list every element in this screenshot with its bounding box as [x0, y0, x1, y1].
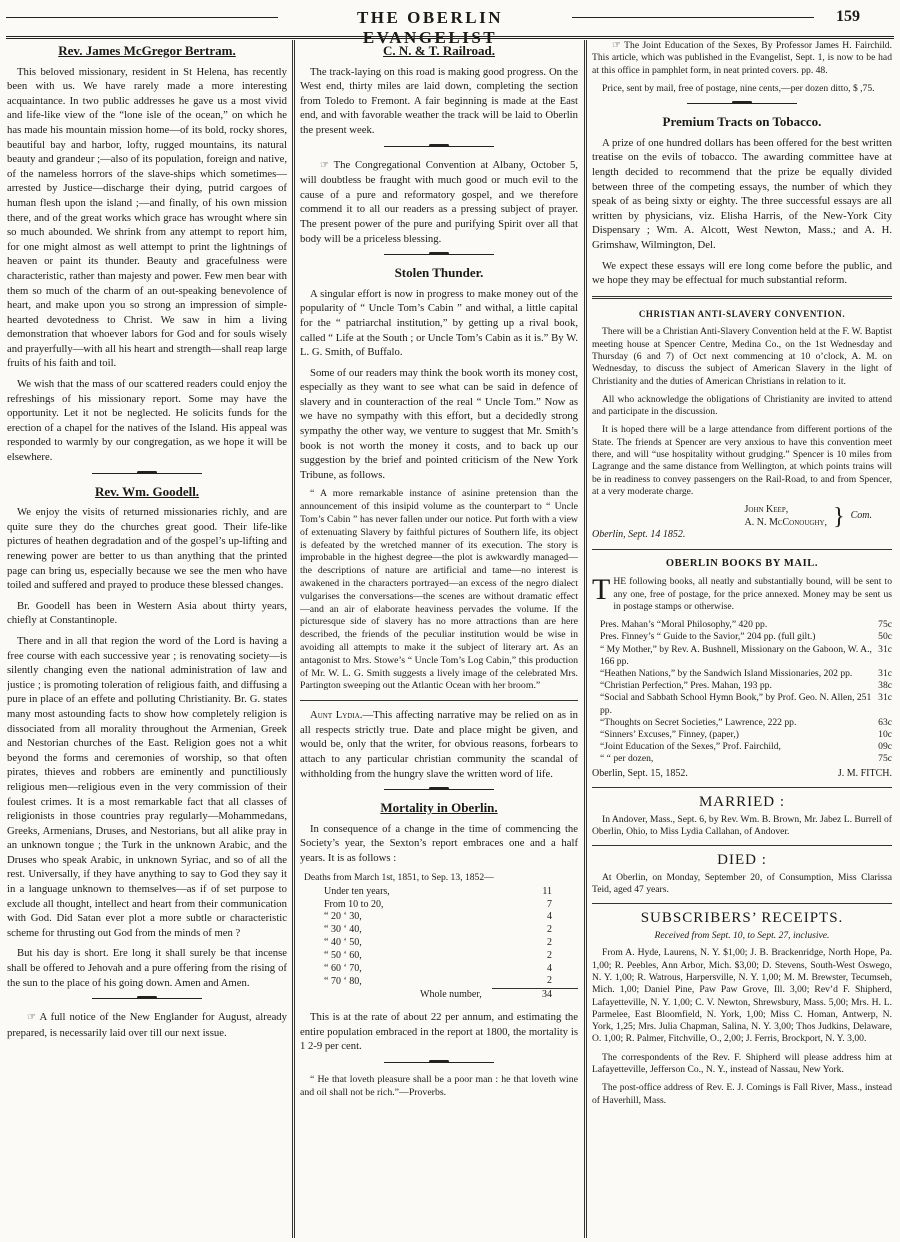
new-englander-notice: ☞ A full notice of the New Englander for August, already prepared, is necessarily laid over till our next issue.	[7, 1011, 287, 1039]
signer-mcconoughy: A. N. McConoughy,	[744, 516, 828, 528]
deaths-table-header: Deaths from March 1st, 1851, to Sep. 13, 1852—	[304, 871, 494, 883]
separator	[384, 789, 494, 793]
deaths-count: 11	[542, 885, 552, 897]
antislavery-paragraph-3: It is hoped there will be a large attendance from different portions of the State. The friends at Spencer are very anxious to have this convention meet there, and will “use hospitality without grudging.” Spencer is 10 miles from Lagrange and the same distance from Wellington, at which points trains will be in readiness to convey passengers on the Rail-Road, to and from Spencer, at a very moderate charge.	[592, 424, 892, 497]
deaths-age-range: From 10 to 20,	[324, 898, 384, 910]
deaths-age-range: “ 60 ‘ 70,	[324, 962, 362, 974]
deaths-row	[300, 963, 578, 976]
goodell-paragraph-1: We enjoy the visits of returned missionaries richly, and are quite sure they do the churches great good. Their life-like pictures of heathen degradation and of the gospel’s up-lifting and renewing power are better to us than anything that the printed page can bring us, especially because we see the men who have toiled and suffered and prayed to produce these blessed changes.	[7, 506, 287, 592]
died-notice: At Oberlin, on Monday, September 20, of Consumption, Miss Clarissa Teid, aged 47 years.	[592, 871, 892, 896]
column-divider	[292, 40, 295, 1238]
separator	[92, 473, 202, 477]
goodell-paragraph-2: Br. Goodell has been in Western Asia about thirty years, chiefly at Constantinople.	[7, 599, 287, 627]
separator	[92, 998, 202, 1002]
book-price: 75c	[878, 753, 892, 765]
deaths-age-range: “ 70 ‘ 80,	[324, 975, 362, 987]
deaths-row	[300, 924, 578, 937]
deaths-row	[300, 911, 578, 924]
pointing-hand-icon: ☞	[27, 1012, 36, 1024]
proverb-quote: “ He that loveth pleasure shall be a poor man : he that loveth wine and oil shall not be rich.”—Proverbs.	[300, 1073, 578, 1098]
deaths-total-value: 34	[492, 989, 578, 1002]
deaths-row	[300, 899, 578, 912]
book-price: 31c	[878, 692, 892, 704]
signer-keep: John Keep,	[744, 504, 789, 516]
died-heading: DIED :	[717, 852, 767, 869]
comings-notice: The post-office address of Rev. E. J. Comings is Fall River, Mass., instead of Haverhill, Mass.	[592, 1082, 892, 1106]
aunt-lydia-paragraph: Aunt Lydia.—This affecting narrative may be relied on as in all respects strictly true. Date and place might be given, and would be, only that the writer, for obvious reasons, forbears to attach to any particular christian community the scandal of withholding from the hungry slave the written word of life.	[300, 709, 578, 780]
book-list-item	[600, 741, 892, 753]
railroad-heading: C. N. & T. Railroad.	[383, 43, 495, 58]
column-left	[7, 40, 287, 1238]
book-price: 50c	[878, 631, 892, 643]
bertram-paragraph-2: We wish that the mass of our scattered readers could enjoy the refreshings of his missionary report. Some may have the opportunity. Let it not be neglected. He solicits funds for the erection of a chapel for the natives of the Island. His appeal was responded to warmly by our congregation, as we hope it will be elsewhere.	[7, 378, 287, 464]
committee-label: Com.	[850, 510, 872, 522]
antislavery-heading: CHRISTIAN ANTI-SLAVERY CONVENTION.	[638, 308, 846, 319]
deaths-total-label: Whole number,	[420, 988, 482, 1000]
book-price: 31c	[878, 643, 892, 655]
separator	[384, 1062, 494, 1066]
joint-education-price: Price, sent by mail, free of postage, nine cents,—per dozen ditto, $ ,75.	[602, 82, 875, 94]
book-title: “Thoughts on Secret Societies,” Lawrence, 222 pp.	[600, 716, 797, 728]
tribune-quote: “ A more remarkable instance of asinine pretension than the announcement of this insipid volume as the counterpart to “ Uncle Tom’s Cabin ” has never fallen under our notice. Put forth with a view of extenuating Slavery by faithful pictures of Southern life, its object is defeated by the wretched manner of its execution. The story is improbable in the highest degree—the plot is awkwardly managed—the descriptions of nature are artificial and tame—no interest is awakened in the characters portrayed—an excess of the negro dialect vulgarises the conversations—the scenes are without dramatic effect—and an air of elaborate heaviness pervades the volume. If the picturesque side of slavery has no more attractions than are here described, the friends of the peculiar institution would be wise in avoiding all attempts to make it the subject of literary art. As an antagonist to Mrs. Stowe’s “ Uncle Tom’s Log Cabin,” this production of Mr. W. L. G. Smith suggests a lively image of the celebrated Mrs. Partington sweeping out the Atlantic Ocean with her broom.”	[300, 488, 578, 692]
deaths-age-range: “ 50 ‘ 60,	[324, 949, 362, 961]
book-title: “Heathen Nations,” by the Sandwich Island Missionaries, 202 pp.	[600, 667, 853, 679]
book-title: “ “ per dozen,	[600, 753, 654, 765]
deaths-age-range: Under ten years,	[324, 885, 390, 897]
tracts-heading: Premium Tracts on Tobacco.	[662, 114, 822, 130]
separator	[687, 103, 797, 107]
book-list-item	[600, 729, 892, 741]
deaths-row	[300, 950, 578, 963]
deaths-row	[300, 937, 578, 950]
pointing-hand-icon: ☞	[320, 159, 329, 171]
deaths-age-range: “ 40 ‘ 50,	[324, 937, 362, 949]
book-list-item	[600, 753, 892, 765]
masthead-double-rule	[6, 36, 894, 39]
antislavery-paragraph-2: All who acknowledge the obligations of Christianity are invited to attend and participate in the discussion.	[592, 393, 892, 418]
column-middle	[300, 40, 578, 1238]
masthead	[0, 0, 900, 47]
joint-education-notice: ☞ The Joint Education of the Sexes, By Professor James H. Fairchild. This article, which was published in the Evangelist, Sept. 1, is now to be had at this office in pamphlet form, in neat printed covers. pp. 48.	[592, 40, 892, 76]
books-signer: J. M. FITCH.	[837, 767, 892, 779]
mortality-paragraph-2: This is at the rate of about 22 per annum, and estimating the entire population embraced in the report at 1800, the mortality is 1 2-9 per cent.	[300, 1011, 578, 1053]
rule	[592, 903, 892, 904]
book-list-item	[600, 668, 892, 680]
separator	[384, 254, 494, 258]
mortality-paragraph-1: In consequence of a change in the time of commencing the Society’s year, the Sexton’s report embraces one and a half years. It is as follows :	[300, 822, 578, 864]
stolen-thunder-paragraph-1: A singular effort is now in progress to make money out of the popularity of “ Uncle Tom’s Cabin ” and withal, a little capital for the “ patriarchal institution,” by getting up a rival book, called “ Life at the South ; or Uncle Tom’s Cabin as it is.” By W. L. G. Smith, of Buffalo.	[300, 287, 578, 359]
rule	[300, 700, 578, 701]
goodell-paragraph-4: But his day is short. Ere long it shall surely be that incense shall be offered to Jehovah and a pure offering from the rising of the sun to the place of his going down. Amen and Amen.	[7, 947, 287, 989]
antislavery-paragraph-1: There will be a Christian Anti-Slavery Convention held at the F. W. Baptist meeting house at Spencer Centre, Medina Co., on the 1st Wednesday and Thursday (6 and 7) of Oct next commencing at 10 o’clock, A. M. on Wednesday, to discuss the subject of American Slavery in the light of Christianity and the duties of American Christians in relation to it.	[592, 326, 892, 387]
book-list-item	[600, 631, 892, 643]
rule	[592, 845, 892, 846]
tracts-paragraph-1: A prize of one hundred dollars has been offered for the best written treatise on the evils of tobacco. The awarding committee have at length decided to recommend that the prize be equally divided between three of the competing essays, the number of which they speak of as being sixty or eighty. The three successful essays are all written by physicians, viz. Elisha Harris, of the New-York City Dispensary ; Wm. A. Alcott, West Newton, Mass.; and A. H. Grimshaw, Wilmington, Del.	[592, 136, 892, 251]
book-price: 31c	[878, 667, 892, 679]
deaths-count: 2	[547, 924, 552, 936]
book-list-item	[600, 692, 892, 716]
book-list-item	[600, 680, 892, 692]
book-title: “Sinners’ Excuses,” Finney, (paper,)	[600, 728, 739, 740]
book-list-item	[600, 619, 892, 631]
books-signature	[592, 768, 892, 781]
bertram-heading: Rev. James McGregor Bertram.	[58, 43, 236, 58]
book-title: Pres. Mahan’s “Moral Philosophy,” 420 pp.	[600, 619, 768, 631]
rule	[592, 787, 892, 788]
column-divider	[584, 40, 587, 1238]
book-price: 63c	[878, 716, 892, 728]
mortality-heading: Mortality in Oberlin.	[380, 800, 498, 816]
stolen-thunder-paragraph-2: Some of our readers may think the book worth its money cost, especially as they want to see what can be said in defence of slavery and in counteraction of the real “ Uncle Tom.” Now as we have no sympathy with this effort, but a decidedly strong sympathy the other way, we venture to suggest that Mr. Smith’s book is not worth the money it costs, and to back up our suggestion by the brief and pointed criticism of the New York Tribune, as follows.	[300, 366, 578, 481]
deaths-table	[300, 886, 578, 1002]
deaths-age-range: “ 30 ‘ 40,	[324, 924, 362, 936]
masthead-rule-right	[572, 17, 814, 18]
goodell-heading: Rev. Wm. Goodell.	[94, 483, 200, 499]
book-price: 10c	[878, 728, 892, 740]
married-notice: In Andover, Mass., Sept. 6, by Rev. Wm. B. Brown, Mr. Jabez L. Burrell of Oberlin, Ohio, to Miss Lydia Callahan, of Andover.	[592, 813, 892, 837]
antislavery-dateline: Oberlin, Sept. 14 1852.	[592, 529, 686, 541]
separator	[384, 146, 494, 150]
book-title: “Joint Education of the Sexes,” Prof. Fairchild,	[600, 741, 781, 753]
deaths-row	[300, 975, 578, 988]
books-dateline: Oberlin, Sept. 15, 1852.	[592, 767, 688, 779]
page-number: 159	[836, 8, 860, 25]
convention-paragraph: ☞ The Congregational Convention at Albany, October 5, will doubtless be fraught with much good or much evil to the cause of a pure and reformatory gospel, and we therefore commend it to all our readers as a pressing subject of prayer. The present power of the pure and purifying Spirit over all that body will be a priceless blessing.	[300, 158, 578, 245]
receipts-subtitle: Received from Sept. 10, to Sept. 27, inclusive.	[654, 930, 830, 942]
receipts-heading: SUBSCRIBERS’ RECEIPTS.	[640, 910, 844, 927]
books-heading: OBERLIN BOOKS BY MAIL.	[665, 557, 819, 569]
deaths-count: 2	[547, 975, 552, 987]
double-rule	[592, 296, 892, 299]
receipts-list: From A. Hyde, Laurens, N. Y. $1,00; J. B. Brackenridge, North Hope, Pa. 1,00; R. Peebles, Ann Arbor, Mich. $3,00; D. Stevens, South-West Oswego, N. Y. 1,00; R. Watrous, Harpersville, N. Y. 1,00; M. M. Brewster, Tecumseh, Mich. 1,00; Daniel Pine, Paw Paw Grove, Ill. 3,00; Rev’d F. Shipherd, Lafayetteville, N. Y. 1,00; C. V. Newton, Shrewsbury, Mass. 5,00; Mrs. H. L. Parmelee, East Bloomfield, N. York, 1,00; Miss C. Homan, Antwerp, N. York, 1,25; Mrs. Julia Chapman, Salina, N. Y. 3,00; Thos Judkins, Delaware, O. 1,00; R. Palmer, Fitchville, O., 2,00; J. Ferris, Brockport, N. Y. 3,00.	[592, 947, 892, 1045]
brace: }	[833, 503, 845, 530]
book-price: 75c	[878, 619, 892, 631]
book-title: “Social and Sabbath School Hymn Book,” by Prof. Geo. N. Allen, 251 pp.	[600, 692, 872, 716]
shipherd-notice: The correspondents of the Rev. F. Shipherd will please address him at Lafayetteville, Jefferson Co., N. Y., instead of Nassau, New York.	[592, 1051, 892, 1076]
deaths-count: 4	[547, 962, 552, 974]
rule	[592, 549, 892, 550]
book-list-item	[600, 644, 892, 668]
book-title: “ My Mother,” by Rev. A. Bushnell, Missionary on the Gaboon, W. A., 166 pp.	[600, 643, 872, 667]
books-intro: THE following books, all neatly and substantially bound, will be sent to any one, free of postage, for the price annexed. Money may be sent us in postage stamps or otherwise.	[592, 573, 892, 612]
married-heading: MARRIED :	[698, 794, 786, 811]
book-price: 38c	[878, 680, 892, 692]
book-list-item	[600, 717, 892, 729]
deaths-total-row	[300, 989, 578, 1002]
deaths-age-range: “ 20 ‘ 30,	[324, 911, 362, 923]
column-right	[592, 40, 892, 1238]
deaths-row	[300, 886, 578, 899]
deaths-count: 2	[547, 937, 552, 949]
deaths-count: 7	[547, 898, 552, 910]
tracts-paragraph-2: We expect these essays will ere long come before the public, and we hope they may be effectual for much substantial reform.	[592, 259, 892, 287]
antislavery-signature	[592, 504, 892, 529]
drop-cap: T	[592, 573, 611, 607]
pointing-hand-icon: ☞	[612, 40, 621, 51]
bertram-paragraph-1: This beloved missionary, resident in St Helena, has recently been with us. We have rarely made a more interesting acquaintance. In two public addresses he gave us a most vivid and life-like view of the “lone isle of the ocean,” on which he has made his mountain mission home—of its bold, rocky shores, beautiful bay and harbor, lofty, rugged mountains, its natural beauty and grandeur ;—also of its population, foreign and native, of the nameless horrors of the slave-ships which sometimes—arrested by Justice—discharge their dying, putrid cargoes of human flesh upon the island ;—and finally, of his own mission there, and of the great works which grace has wrought where sin so much abounded. We shrink from any attempt to report him, for one might almost as well attempt to print the lightnings of heaven or paint its thunder. Beauty and gracefulness were characteristic, rather than majesty and power. Few men bear with them so much of the charm of an out-speaking benevolence of heart, and make upon you so strong an impression of simple-hearted devotedness to Christ. We saw in him a living demonstration that whoever labors for God and for souls wisely and prayerfully—with all his heart and strength—shall reap large fruits of his faith and toil.	[7, 65, 287, 370]
deaths-count: 4	[547, 911, 552, 923]
goodell-paragraph-3: There and in all that region the word of the Lord is having a free course with each successive year ; is renovating society—is silently changing even the national administration of law and justice ; is promoting toleration of religious faith, and diffusing a pure in place of an effete and polluting Christianity. Br. G. states many most astounding facts to show how completely religion is dissociated from all morality throughout the Armenian, Greek and Nestorian churches of the East. Religion goes not a whit beyond the forms and ceremonies of worship, so that often pirates, thieves and robbers are eminently and punctiliously religious men—religious even in the very commission of their foulest crimes. It is a most remarkable fact that all classes of religionists in those countries pray regularly—Mohammedans, Greeks, Armenians, Druses, and Nestorians, but all alike pray in an unknown tongue ; the Turk in the unknown Arabic, and the Druses who speak Arabic, in unknown Syriac, and so of all the rest. Universally, if they have anything to say to God they say it in a language unknown to themselves—as if of set purpose to exclude all thought, intellect and heart from their communication with God. Did Satan ever plot a more subtle or characteristic scheme for thrusting out God from the minds of men ?	[7, 634, 287, 939]
book-title: “Christian Perfection,” Pres. Mahan, 193 pp.	[600, 680, 772, 692]
book-title: Pres. Finney’s “ Guide to the Savior,” 204 pp. (full gilt.)	[600, 631, 816, 643]
stolen-thunder-heading: Stolen Thunder.	[394, 265, 484, 281]
book-price: 09c	[878, 741, 892, 753]
deaths-count: 2	[547, 949, 552, 961]
masthead-rule-left	[6, 17, 278, 18]
book-list	[600, 619, 892, 765]
railroad-paragraph: The track-laying on this road is making good progress. On the West end, thirty miles are laid down, completing the section from Toledo to Fremont. A fair beginning is made at the East end, and with favorable weather the track will be laid to Oberlin the present week.	[300, 65, 578, 136]
newspaper-title: THE OBERLIN EVANGELIST	[356, 8, 504, 47]
